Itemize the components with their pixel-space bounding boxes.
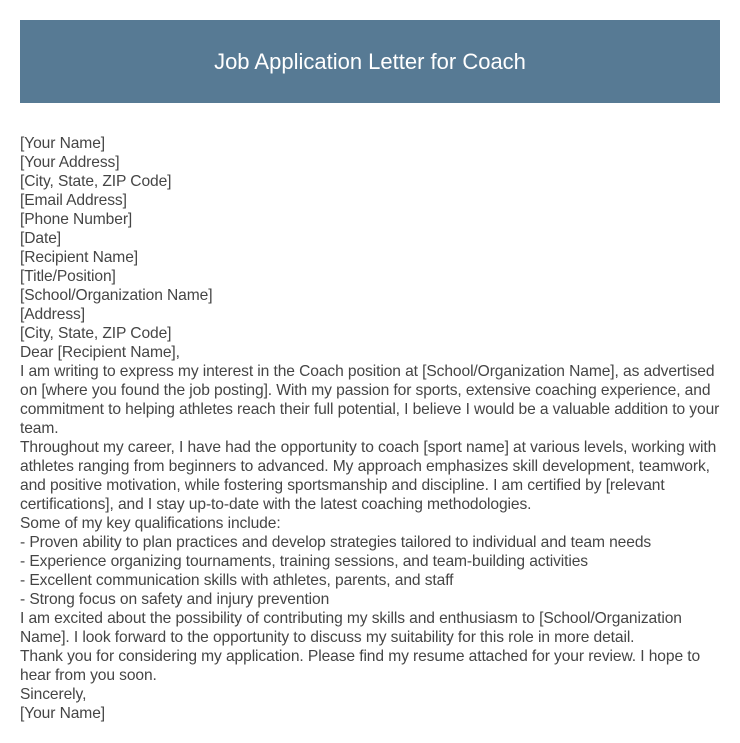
qualifications-heading: Some of my key qualifications include: <box>20 515 281 532</box>
title-banner <box>20 20 720 103</box>
sender-email: [Email Address] <box>20 192 127 209</box>
qualification-item: - Excellent communication skills with athletes, parents, and staff <box>20 572 454 589</box>
recipient-name: [Recipient Name] <box>20 249 139 266</box>
sign-off: Sincerely, <box>20 686 87 703</box>
sender-city: [City, State, ZIP Code] <box>20 173 172 190</box>
date: [Date] <box>20 230 62 247</box>
paragraph-enthusiasm: I am excited about the possibility of contributing my skills and enthusiasm to [School/Organization Name]. I look forward to the opportunity to discuss my suitability for this role in more detail. <box>20 610 682 646</box>
letter-body <box>20 134 722 723</box>
recipient-city: [City, State, ZIP Code] <box>20 325 172 342</box>
recipient-address: [Address] <box>20 306 85 323</box>
recipient-title: [Title/Position] <box>20 268 116 285</box>
paragraph-experience: Throughout my career, I have had the opportunity to coach [sport name] at various levels, working with athletes ranging from beginners to advanced. My approach emphasizes skill development, teamwork, and positive motivation, while fostering sportsmanship and discipline. I am certified by [relevant certifications], and I stay up-to-date with the latest coaching methodologies. <box>20 439 717 513</box>
qualification-item: - Strong focus on safety and injury prevention <box>20 591 330 608</box>
sender-phone: [Phone Number] <box>20 211 133 228</box>
qualification-item: - Proven ability to plan practices and develop strategies tailored to individual and team needs <box>20 534 652 551</box>
sender-name: [Your Name] <box>20 135 106 152</box>
qualification-item: - Experience organizing tournaments, training sessions, and team-building activities <box>20 553 589 570</box>
page-title: Job Application Letter for Coach <box>214 48 526 74</box>
sender-address: [Your Address] <box>20 154 120 171</box>
paragraph-intro: I am writing to express my interest in the Coach position at [School/Organization Name], as advertised on [where you found the job posting]. With my passion for sports, extensive coaching experience, and commitment to helping athletes reach their full potential, I believe I would be a valuable addition to your team. <box>20 363 720 437</box>
salutation: Dear [Recipient Name], <box>20 344 180 361</box>
paragraph-closing: Thank you for considering my application. Please find my resume attached for your review. I hope to hear from you soon. <box>20 648 701 684</box>
recipient-organization: [School/Organization Name] <box>20 287 213 304</box>
signature-name: [Your Name] <box>20 705 106 722</box>
